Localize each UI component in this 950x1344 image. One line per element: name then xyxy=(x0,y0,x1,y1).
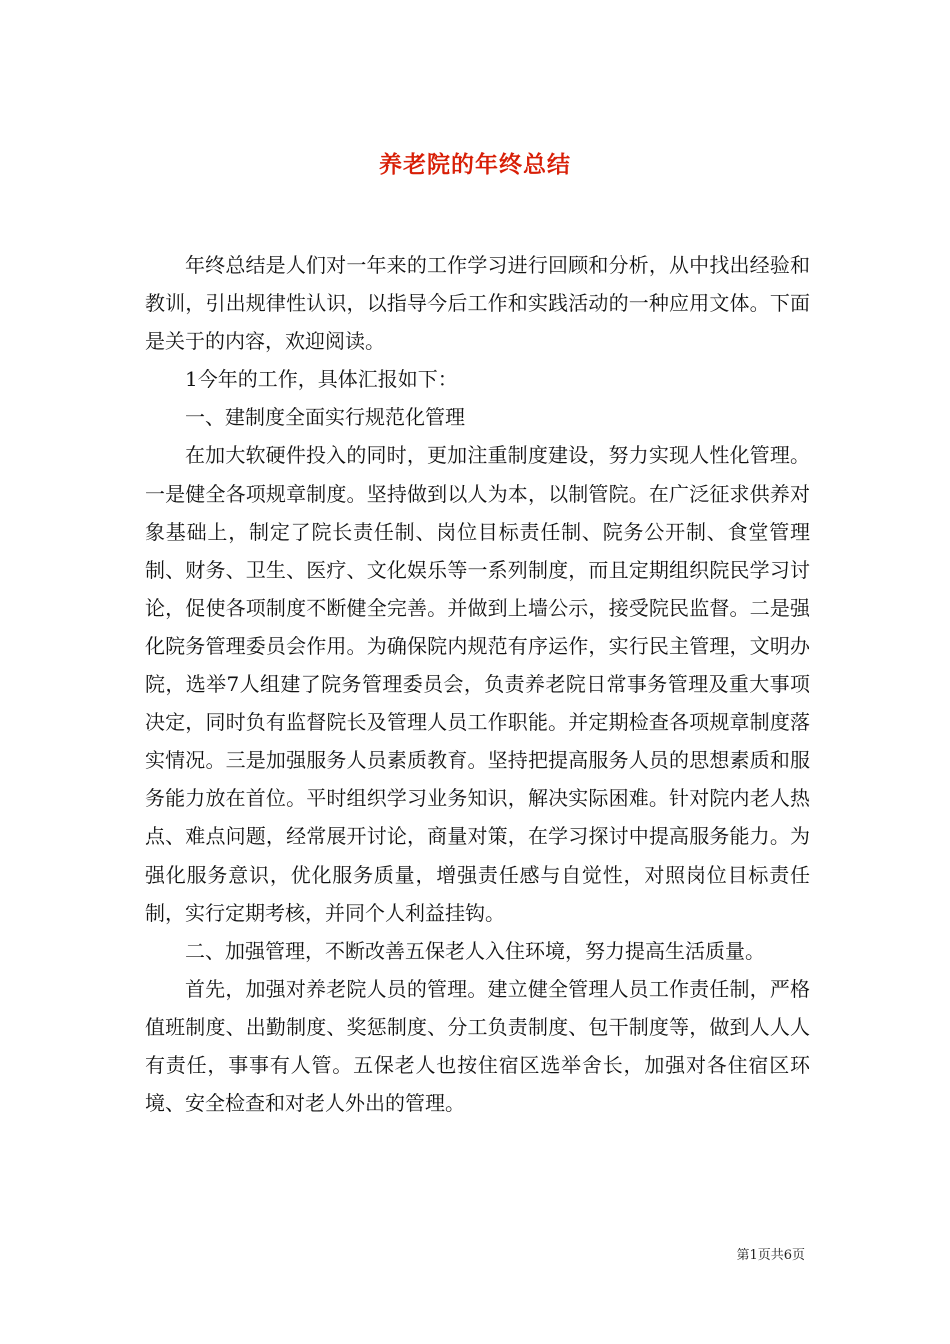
section-heading-1: 一、建制度全面实行规范化管理 xyxy=(185,405,465,430)
paragraph-intro: 年终总结是人们对一年来的工作学习进行回顾和分析，从中找出经验和教训，引出规律性认识，以指导今后工作和实践活动的一种应用文体。下面是关于的内容，欢迎阅读。 xyxy=(145,253,810,354)
paragraph-report-lead: 1今年的工作，具体汇报如下： xyxy=(185,367,458,392)
document-title: 养老院的年终总结 xyxy=(379,151,571,179)
document-body xyxy=(145,246,810,1122)
paragraph-section-1: 在加大软硬件投入的同时，更加注重制度建设，努力实现人性化管理。一是健全各项规章制度。坚持做到以人为本，以制管院。在广泛征求供养对象基础上，制定了院长责任制、岗位目标责任制、院务公开制、食堂管理制、财务、卫生、医疗、文化娱乐等一系列制度，而且定期组织院民学习讨论，促使各项制度不断健全完善。并做到上墙公示，接受院民监督。二是强化院务管理委员会作用。为确保院内规范有序运作，实行民主管理，文明办院，选举7人组建了院务管理委员会，负责养老院日常事务管理及重大事项决定，同时负有监督院长及管理人员工作职能。并定期检查各项规章制度落实情况。三是加强服务人员素质教育。坚持把提高服务人员的思想素质和服务能力放在首位。平时组织学习业务知识，解决实际困难。针对院内老人热点、难点问题，经常展开讨论，商量对策，在学习探讨中提高服务能力。为强化服务意识，优化服务质量，增强责任感与自觉性，对照岗位目标责任制，实行定期考核，并同个人利益挂钩。 xyxy=(145,443,810,925)
section-heading-2: 二、加强管理，不断改善五保老人入住环境，努力提高生活质量。 xyxy=(185,938,765,963)
paragraph-section-2: 首先，加强对养老院人员的管理。建立健全管理人员工作责任制，严格值班制度、出勤制度、奖惩制度、分工负责制度、包干制度等，做到人人人有责任，事事有人管。五保老人也按住宿区选举舍长，加强对各住宿区环境、安全检查和对老人外出的管理。 xyxy=(145,976,810,1116)
page-indicator: 第1页共6页 xyxy=(736,1248,805,1263)
